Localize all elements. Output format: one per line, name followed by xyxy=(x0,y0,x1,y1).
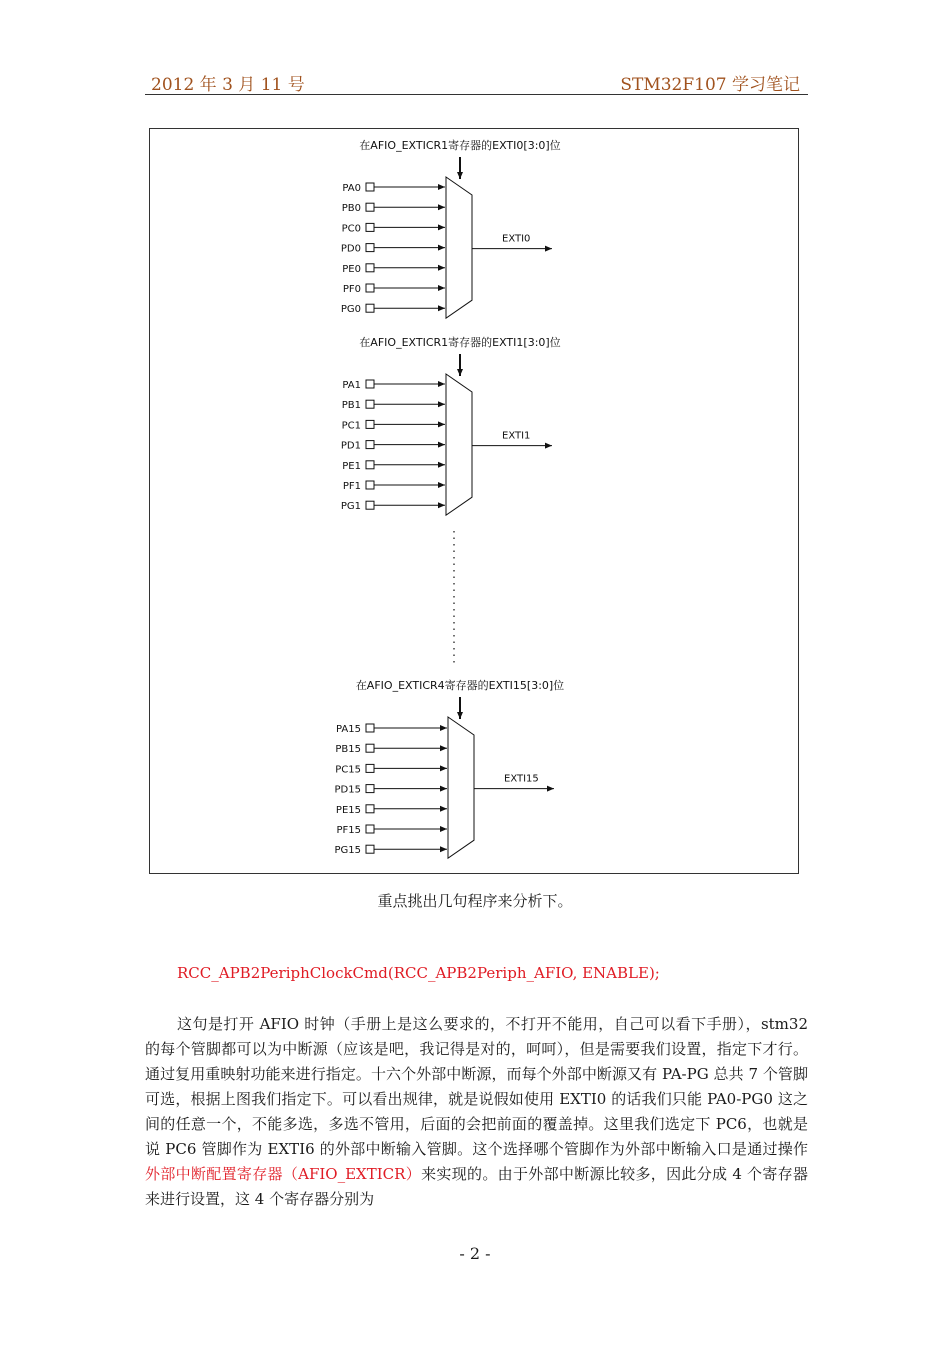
exti-mux-diagram xyxy=(150,129,800,875)
mux-2-input-pin xyxy=(366,825,374,833)
mux-2-input-pin xyxy=(366,845,374,853)
mux-2-input-label: PC15 xyxy=(335,764,361,776)
mux-0-input-label: PD0 xyxy=(340,243,361,255)
mux-0-input-label: PB0 xyxy=(341,203,361,215)
exti-mux-figure xyxy=(149,128,799,874)
mux-1-input-label: PB1 xyxy=(341,400,361,412)
page-header xyxy=(145,66,808,95)
mux-1-mux-body xyxy=(446,374,472,515)
figure-caption: 重点挑出几句程序来分析下。 xyxy=(377,892,573,910)
mux-2-input-label: PE15 xyxy=(335,804,361,816)
mux-0-input-pin xyxy=(366,203,374,211)
mux-1-input-pin xyxy=(366,400,374,408)
mux-0-output-label: EXTI0 xyxy=(502,233,531,245)
mux-0-input-label: PE0 xyxy=(342,263,361,275)
mux-1-input-label: PA1 xyxy=(342,380,361,391)
mux-1-input-label: PC1 xyxy=(341,420,361,432)
mux-2-input-pin xyxy=(366,764,374,772)
mux-1-input-pin xyxy=(366,501,374,509)
code-line: RCC_APB2PeriphClockCmd(RCC_APB2Periph_AFIO, ENABLE); xyxy=(177,964,660,982)
paragraph-text-2: 来实现的。由于外部中断源比较多，因此分成 4 个寄存器来进行设置，这 4 个寄存器分别为 xyxy=(145,1165,808,1208)
mux-2-mux-body xyxy=(448,717,474,858)
mux-2-input-pin xyxy=(366,724,374,732)
mux-1-input-pin xyxy=(366,380,374,388)
mux-0-input-pin xyxy=(366,284,374,292)
page-number: - 2 - xyxy=(459,1244,491,1263)
mux-1-input-label: PE1 xyxy=(342,460,361,472)
mux-0-input-pin xyxy=(366,183,374,191)
mux-2-input-label: PG15 xyxy=(334,845,361,857)
mux-1-input-pin xyxy=(366,441,374,449)
mux-0-input-pin xyxy=(366,264,374,272)
mux-1-input-pin xyxy=(366,461,374,469)
mux-1-input-pin xyxy=(366,481,374,489)
paragraph-highlight: 外部中断配置寄存器（AFIO_EXTICR） xyxy=(145,1165,422,1183)
mux-2-input-pin xyxy=(366,744,374,752)
mux-2-input-label: PB15 xyxy=(335,744,361,756)
mux-2-input-label: PA15 xyxy=(336,724,361,735)
body-paragraph xyxy=(145,1012,808,1212)
mux-0-input-label: PA0 xyxy=(342,183,361,194)
mux-0-input-label: PC0 xyxy=(341,223,361,235)
paragraph-text-1: 这句是打开 AFIO 时钟（手册上是这么要求的，不打开不能用，自己可以看下手册），stm32 的每个管脚都可以为中断源（应该是吧，我记得是对的，呵呵），但是需要我们设置，指定下才行。通过复用重映射功能来进行指定。十六个外部中断源，而每个外部中断源又有 PA-PG 总共 7 个管脚可选，根据上图我们指定下。可以看出规律，就是说假如使用 EXTI0 的话我们只能 PA0-PG0 这之间的任意一个，不能多选，多选不管用，后面的会把前面的覆盖掉。这里我们选定下 PC6，也就是说 PC6 管脚作为 EXTI6 的外部中断输入管脚。这个选择哪个管脚作为外部中断输入口是通过操作 xyxy=(145,1015,808,1158)
mux-1-output-label: EXTI1 xyxy=(502,430,531,442)
mux-1-title: 在AFIO_EXTICR1寄存器的EXTI1[3:0]位 xyxy=(359,336,561,349)
mux-1-input-pin xyxy=(366,420,374,428)
mux-1-input-label: PG1 xyxy=(340,501,361,513)
mux-1-input-label: PF1 xyxy=(342,481,361,492)
mux-2-input-label: PF15 xyxy=(336,825,361,836)
mux-0-input-pin xyxy=(366,304,374,312)
header-date: 2012 年 3 月 11 号 xyxy=(151,75,305,95)
mux-1-input-label: PD1 xyxy=(340,440,361,452)
mux-0-mux-body xyxy=(446,177,472,318)
mux-2-title: 在AFIO_EXTICR4寄存器的EXTI15[3:0]位 xyxy=(355,679,565,692)
mux-2-output-label: EXTI15 xyxy=(504,773,539,785)
mux-2-input-pin xyxy=(366,785,374,793)
mux-0-input-pin xyxy=(366,244,374,252)
mux-0-title: 在AFIO_EXTICR1寄存器的EXTI0[3:0]位 xyxy=(359,139,561,152)
mux-0-input-label: PF0 xyxy=(342,284,361,295)
mux-2-input-label: PD15 xyxy=(334,784,361,796)
mux-2-input-pin xyxy=(366,805,374,813)
mux-0-input-label: PG0 xyxy=(340,304,361,316)
header-title: STM32F107 学习笔记 xyxy=(620,75,800,95)
mux-0-input-pin xyxy=(366,223,374,231)
